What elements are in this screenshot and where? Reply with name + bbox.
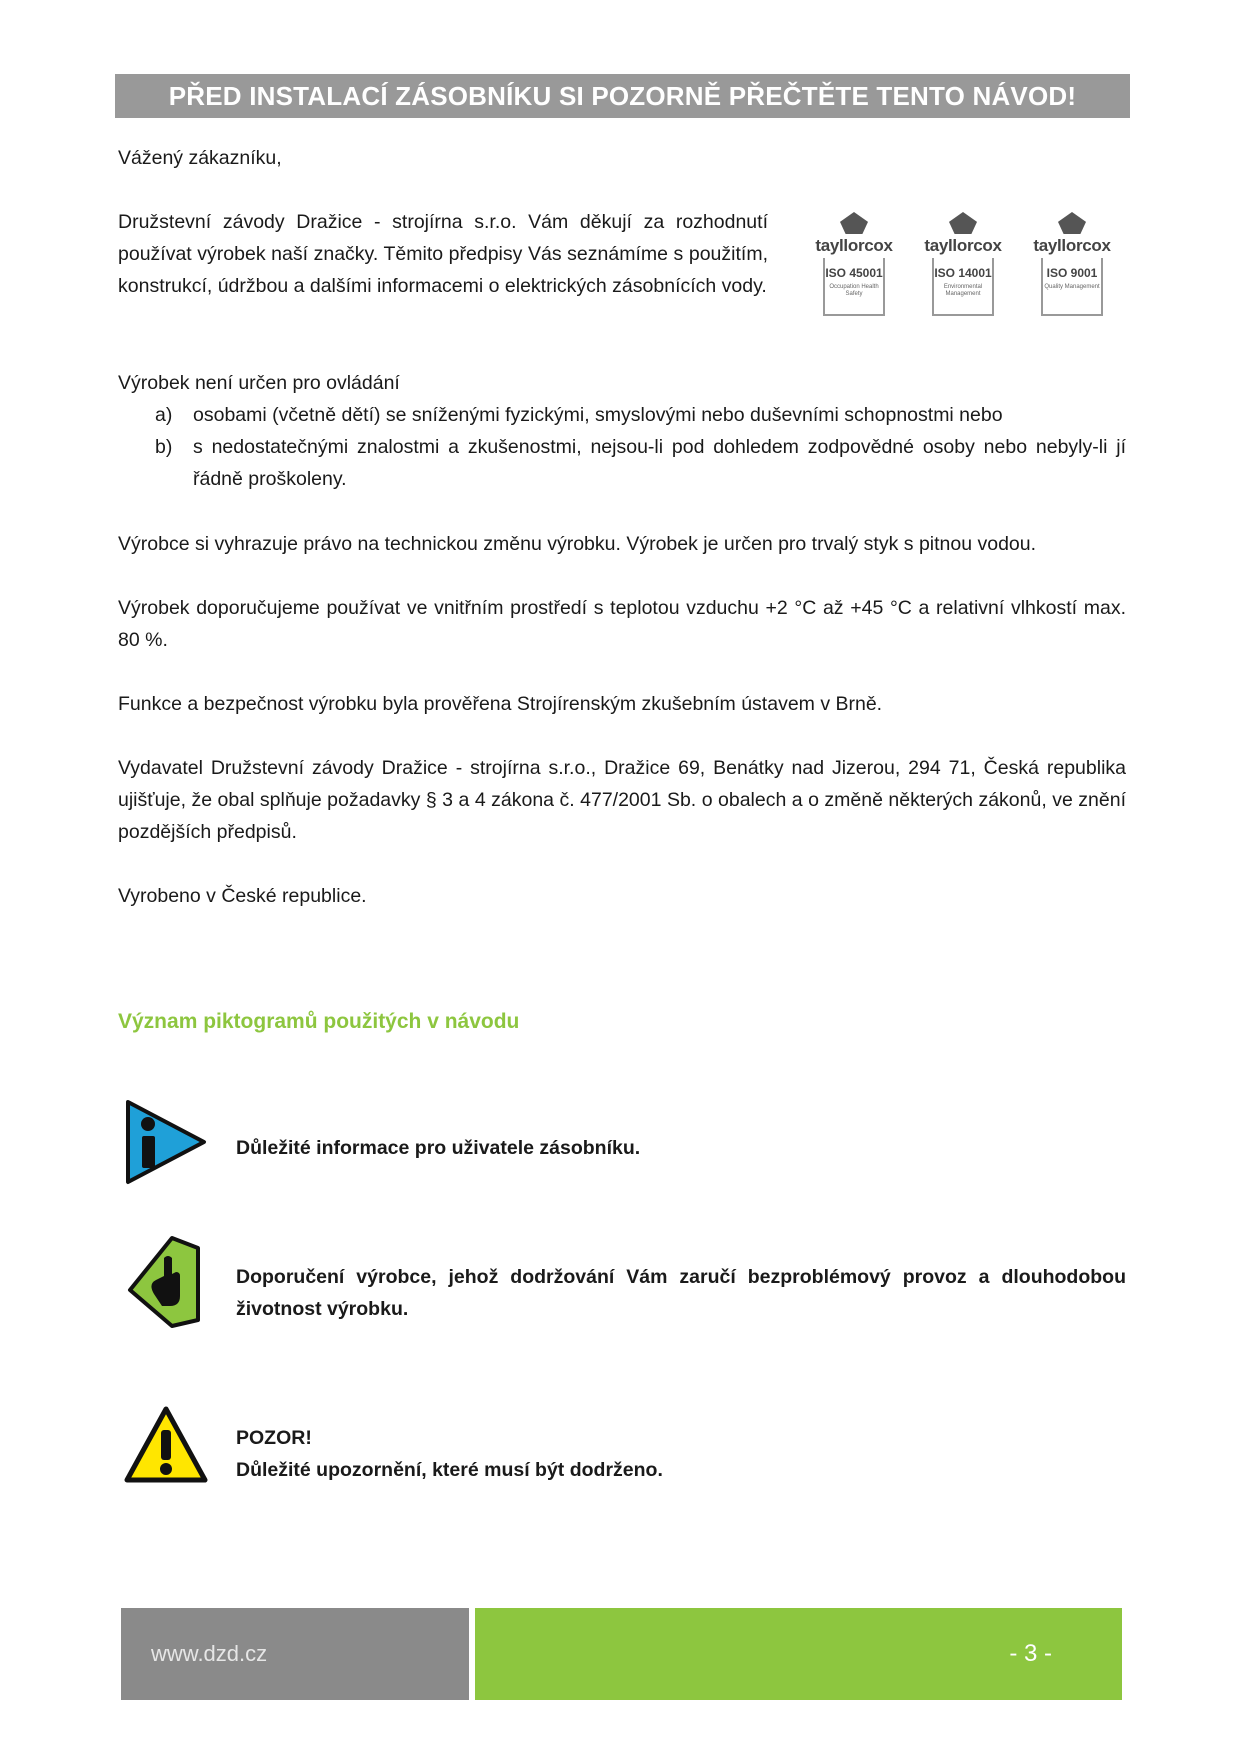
cert-note: Environmental Management — [943, 284, 983, 297]
footer-website-block — [121, 1608, 469, 1700]
list-text: osobami (včetně dětí) se sníženými fyzickými, smyslovými nebo duševními schopnostmi nebo — [193, 404, 1003, 426]
list-marker: b) — [155, 436, 173, 458]
cert-brand: tayllorcox — [815, 236, 893, 255]
restrictions — [118, 367, 1126, 495]
list-item — [118, 399, 1126, 431]
pictogram-recommendation-text: Doporučení výrobce, jehož dodržování Vám zaručí bezproblémový provoz a dlouhodobou životnost výrobku. — [236, 1266, 1126, 1320]
greeting: Vážený zákazníku, — [118, 147, 282, 169]
restrictions-lead: Výrobek není určen pro ovládání — [118, 372, 400, 394]
cert-standard: ISO 45001 — [825, 266, 883, 280]
paragraph: Výrobce si vyhrazuje právo na technickou změnu výrobku. Výrobek je určen pro trvalý styk s pitnou vodou. — [118, 533, 1037, 555]
cert-box — [1041, 258, 1103, 316]
cert-brand: tayllorcox — [924, 236, 1002, 255]
cert-standard: ISO 14001 — [934, 266, 992, 280]
cert-note: Occupation Health Safety — [829, 284, 879, 297]
certification-badge — [1024, 212, 1120, 336]
footer-page-block — [475, 1608, 1122, 1700]
banner-title: PŘED INSTALACÍ ZÁSOBNÍKU SI POZORNĚ PŘEČTĚTE TENTO NÁVOD! — [168, 80, 1077, 111]
warning-text: Důležité upozornění, které musí být dodrženo. — [236, 1459, 663, 1481]
pictogram-warning — [236, 1422, 1126, 1486]
paragraph: Funkce a bezpečnost výrobku byla prověřena Strojírenským zkušebním ústavem v Brně. — [118, 693, 883, 715]
info-icon — [122, 1098, 208, 1186]
warning-title: POZOR! — [236, 1427, 312, 1449]
paragraph: Vyrobeno v České republice. — [118, 885, 367, 907]
tayllorcox-logo-icon — [1058, 212, 1086, 234]
paragraph: Vydavatel Družstevní závody Dražice - strojírna s.r.o., Dražice 69, Benátky nad Jizerou, 294 71, Česká republika ujišťuje, že obal splňuje požadavky § 3 a 4 zákona č. 477/2001 Sb. o obalech a o změně některých zákonů, ve znění pozdějších předpisů. — [118, 757, 1126, 843]
cert-standard: ISO 9001 — [1046, 266, 1098, 280]
tayllorcox-logo-icon — [949, 212, 977, 234]
cert-box — [932, 258, 994, 316]
certification-badge — [915, 212, 1011, 336]
pictogram-info-text: Důležité informace pro uživatele zásobníku. — [236, 1137, 641, 1159]
page-number: - 3 - — [1009, 1640, 1052, 1667]
list-marker: a) — [155, 404, 173, 426]
hand-recommendation-icon — [124, 1234, 204, 1330]
certification-badge — [806, 212, 902, 336]
cert-note: Quality Management — [1044, 284, 1100, 290]
cert-box — [823, 258, 885, 316]
list-item — [118, 431, 1126, 495]
pictograms-heading: Význam piktogramů použitých v návodu — [118, 1010, 520, 1033]
page-banner — [115, 74, 1130, 118]
tayllorcox-logo-icon — [840, 212, 868, 234]
warning-icon — [122, 1404, 210, 1486]
paragraph: Výrobek doporučujeme používat ve vnitřním prostředí s teplotou vzduchu +2 °C až +45 °C a relativní vlhkostí max. 80 %. — [118, 597, 1126, 651]
cert-brand: tayllorcox — [1033, 236, 1111, 255]
intro-paragraph: Družstevní závody Dražice - strojírna s.r.o. Vám děkují za rozhodnutí používat výrobek naší značky. Těmito předpisy Vás seznámíme s použitím, konstrukcí, údržbou a dalšími informacemi o elektrických zásobnících vody. — [118, 211, 768, 297]
list-text: s nedostatečnými znalostmi a zkušenostmi, nejsou-li pod dohledem zodpovědné osoby nebo nebyly-li jí řádně proškoleny. — [193, 436, 1126, 490]
footer-website[interactable]: www.dzd.cz — [151, 1641, 268, 1666]
